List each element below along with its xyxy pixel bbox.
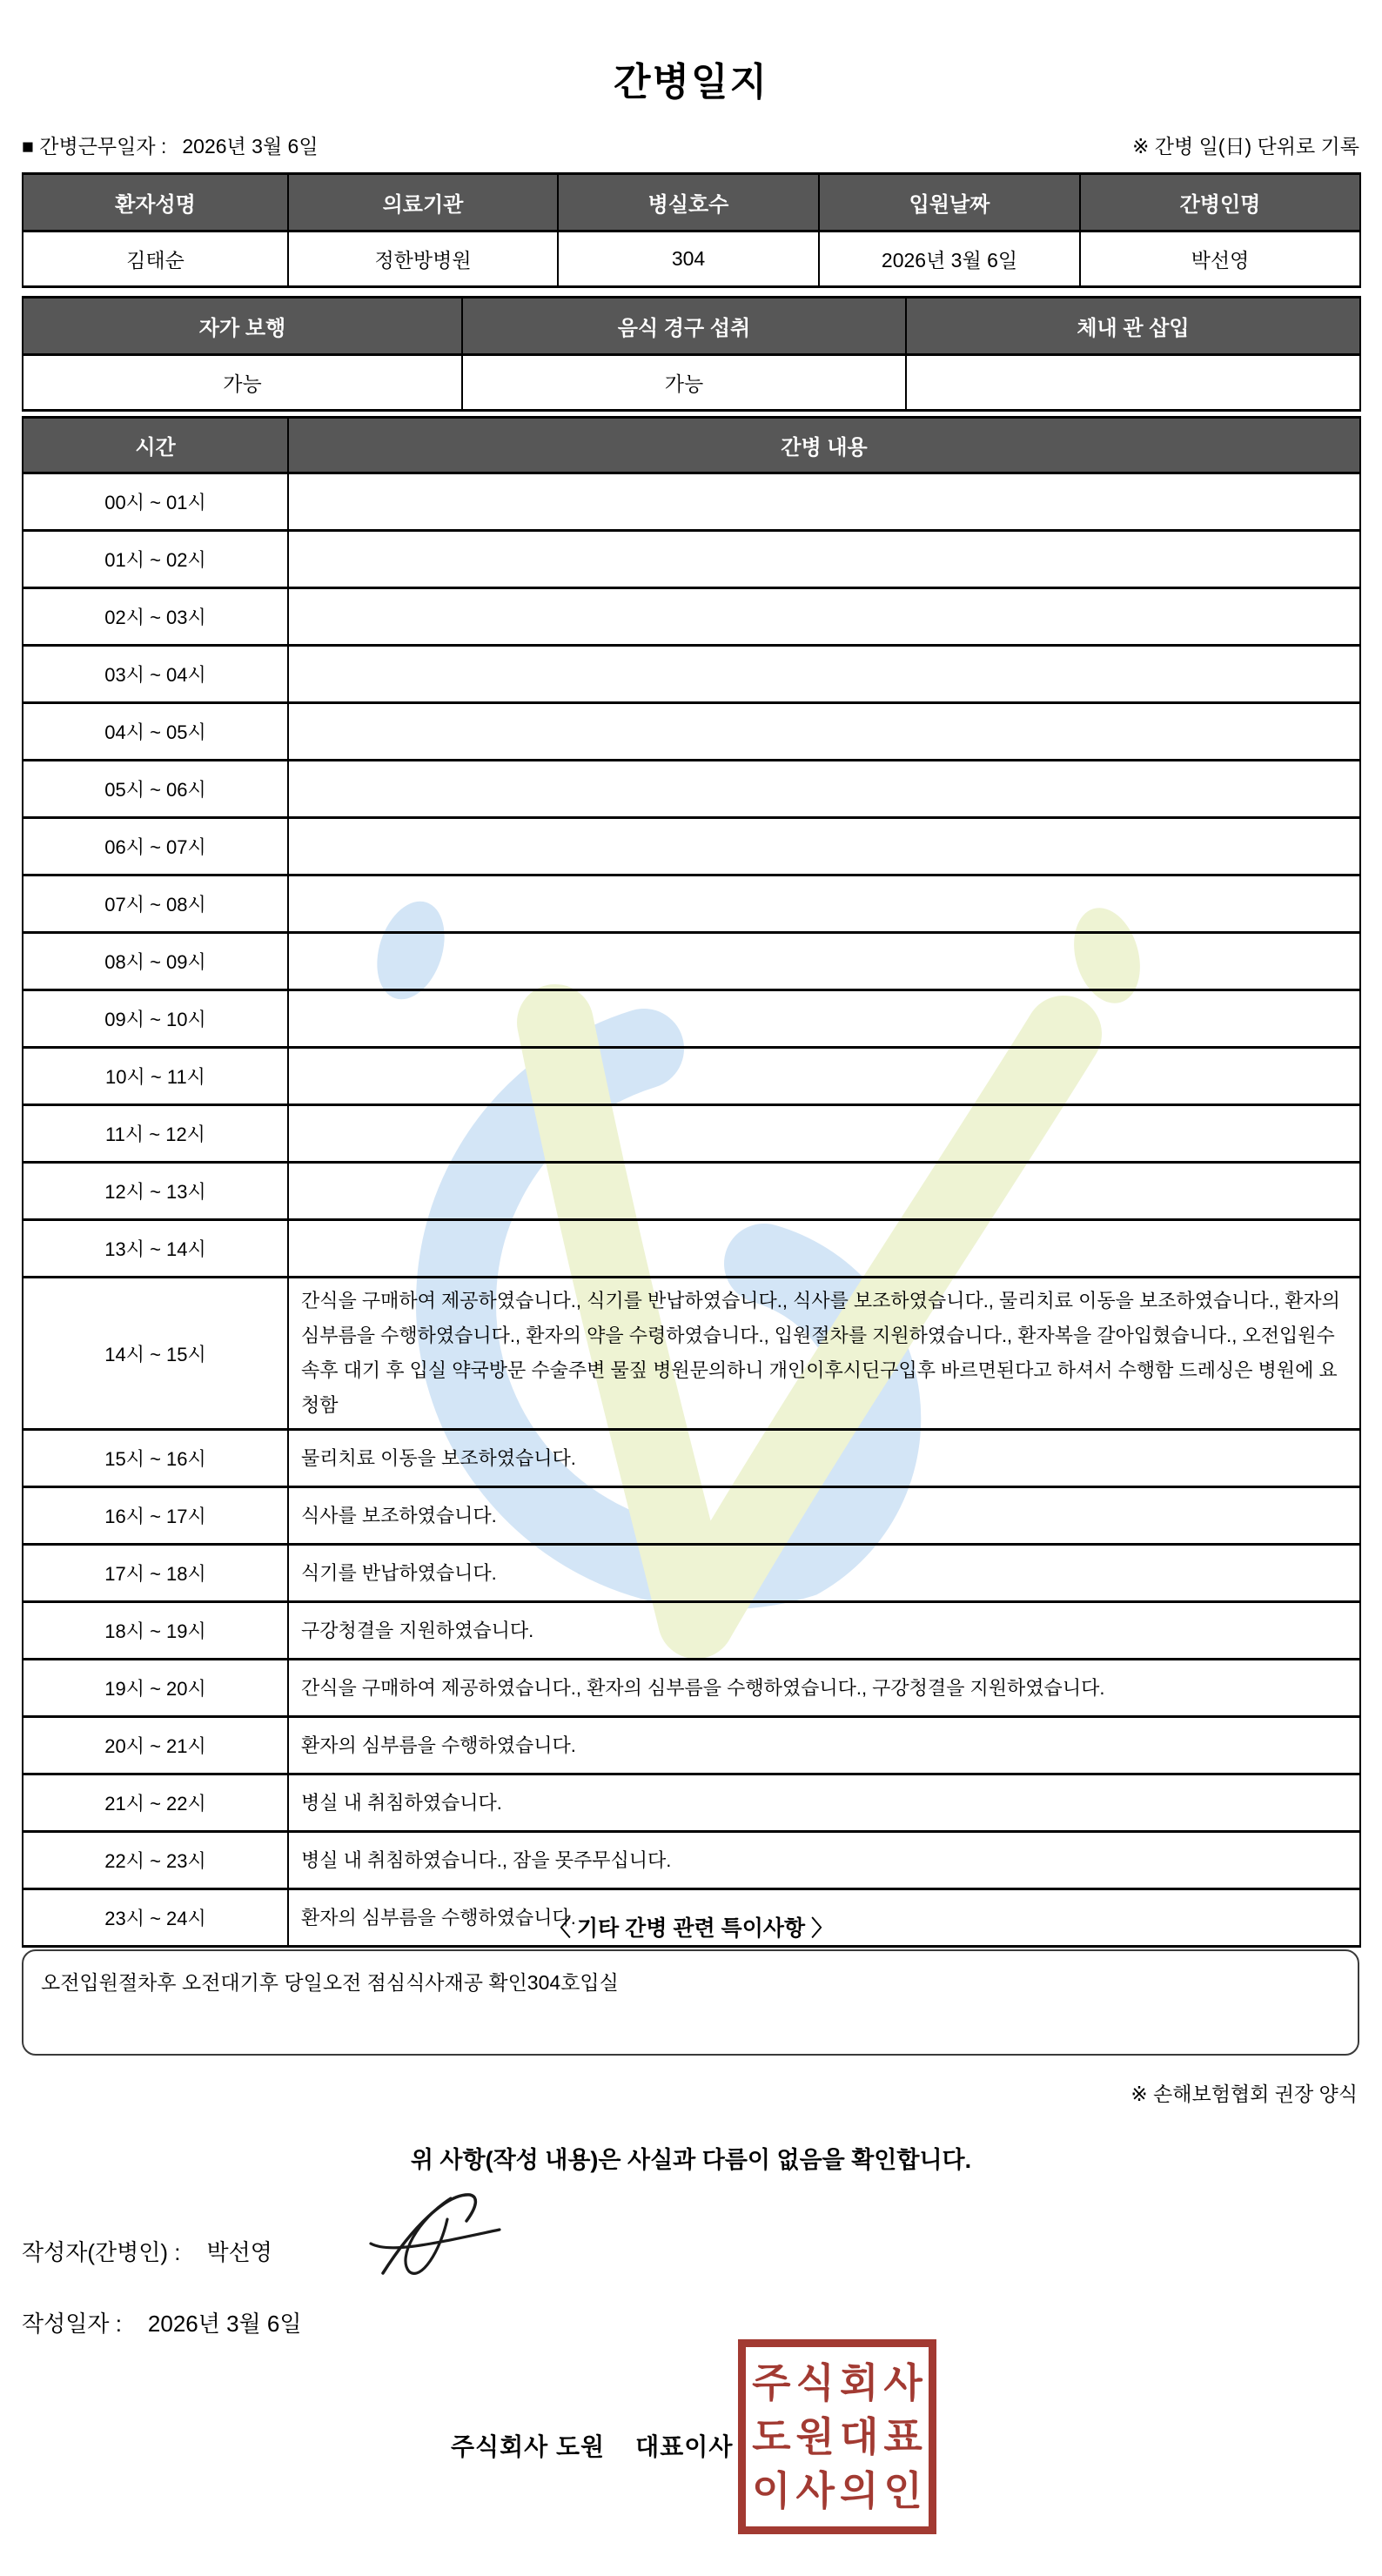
oral-intake-header: 음식 경구 섭취 [462, 298, 906, 355]
confirmation-statement: 위 사항(작성 내용)은 사실과 다름이 없음을 확인합니다. [410, 2147, 972, 2173]
hour-row [23, 818, 1360, 875]
time-column-header: 시간 [23, 418, 288, 473]
patient-info-table [22, 172, 1361, 288]
hour-time-cell: 21시 ~ 22시 [23, 1774, 288, 1832]
unit-note: ※ 간병 일(日) 단위로 기록 [1132, 135, 1359, 158]
meta-row [22, 131, 1359, 159]
care-content-cell [288, 1163, 1360, 1220]
hour-time-cell: 09시 ~ 10시 [23, 990, 288, 1048]
care-content-cell [288, 646, 1360, 703]
tube-insertion-value [906, 355, 1360, 411]
room-header: 병실호수 [558, 174, 819, 231]
hour-time-cell: 20시 ~ 21시 [23, 1717, 288, 1774]
care-content-cell: 식사를 보조하였습니다. [288, 1487, 1360, 1545]
signature-image [364, 2186, 512, 2291]
special-notes-heading: 〈 기타 간병 관련 특이사항 〉 [548, 1916, 834, 1941]
hour-time-cell: 00시 ~ 01시 [23, 473, 288, 531]
hour-row [23, 1487, 1360, 1545]
hour-row [23, 473, 1360, 531]
hour-row [23, 703, 1360, 761]
hospital-header: 의료기관 [288, 174, 558, 231]
hour-time-cell: 17시 ~ 18시 [23, 1545, 288, 1602]
care-content-cell: 병실 내 취침하였습니다. [288, 1774, 1360, 1832]
hour-row [23, 990, 1360, 1048]
hour-row [23, 1105, 1360, 1163]
page-title: 간병일지 [613, 61, 768, 104]
hour-row [23, 1774, 1360, 1832]
written-date-line [22, 2306, 301, 2338]
hour-time-cell: 10시 ~ 11시 [23, 1048, 288, 1105]
hour-time-cell: 13시 ~ 14시 [23, 1220, 288, 1278]
care-content-cell [288, 1220, 1360, 1278]
oral-intake-value: 가능 [462, 355, 906, 411]
hour-time-cell: 04시 ~ 05시 [23, 703, 288, 761]
writer-line [22, 2235, 272, 2267]
hour-row [23, 646, 1360, 703]
insurance-form-note: ※ 손해보험협회 권장 양식 [1130, 2083, 1358, 2105]
care-content-cell [288, 473, 1360, 531]
hour-row [23, 531, 1360, 588]
hour-time-cell: 05시 ~ 06시 [23, 761, 288, 818]
hour-time-cell: 23시 ~ 24시 [23, 1889, 288, 1947]
work-date-label: ■ 간병근무일자 : [22, 135, 167, 158]
care-content-cell: 환자의 심부름을 수행하였습니다. [288, 1717, 1360, 1774]
care-content-cell [288, 875, 1360, 933]
hospital-value: 정한방병원 [288, 231, 558, 287]
hour-row [23, 1832, 1360, 1889]
care-content-cell [288, 1105, 1360, 1163]
care-content-cell: 환자의 심부름을 수행하였습니다. [288, 1889, 1360, 1947]
writer-name: 박선영 [206, 2239, 272, 2265]
hour-row [23, 1048, 1360, 1105]
hour-row [23, 1717, 1360, 1774]
writer-label: 작성자(간병인) : [22, 2239, 181, 2265]
hour-time-cell: 02시 ~ 03시 [23, 588, 288, 646]
self-walking-header: 자가 보행 [23, 298, 462, 355]
care-content-cell [288, 1048, 1360, 1105]
care-content-cell: 간식을 구매하여 제공하였습니다., 식기를 반납하였습니다., 식사를 보조하였습니다., 물리치료 이동을 보조하였습니다., 환자의 심부름을 수행하였습니다., 환자의 약을 수령하였습니다., 입원절차를 지원하였습니다., 환자복을 갈아입혔습니다., 오전입원수속후 대기 후 입실 약국방문 수술주변 물짚 병원문의하니 개인이후시딘구입후 바르면된다고 하셔서 수행함 드레싱은 병원에 요청함 [288, 1278, 1360, 1430]
hour-time-cell: 07시 ~ 08시 [23, 875, 288, 933]
company-ceo-line: 주식회사 도원 대표이사 [451, 2433, 734, 2460]
care-content-cell [288, 818, 1360, 875]
hour-time-cell: 15시 ~ 16시 [23, 1430, 288, 1487]
hour-time-cell: 18시 ~ 19시 [23, 1602, 288, 1660]
patient-name-value: 김태순 [23, 231, 288, 287]
admission-date-header: 입원날짜 [819, 174, 1080, 231]
hour-row [23, 1602, 1360, 1660]
care-content-cell: 식기를 반납하였습니다. [288, 1545, 1360, 1602]
hour-time-cell: 11시 ~ 12시 [23, 1105, 288, 1163]
care-content-cell: 병실 내 취침하였습니다., 잠을 못주무십니다. [288, 1832, 1360, 1889]
special-notes-box: 오전입원절차후 오전대기후 당일오전 점심식사재공 확인304호입실 [22, 1949, 1359, 2056]
hour-time-cell: 16시 ~ 17시 [23, 1487, 288, 1545]
hour-row [23, 933, 1360, 990]
written-date-label: 작성일자 : [22, 2311, 122, 2337]
hour-row [23, 1545, 1360, 1602]
hour-row [23, 1278, 1360, 1430]
patient-status-table [22, 296, 1361, 412]
care-content-cell [288, 531, 1360, 588]
caregiver-value: 박선영 [1080, 231, 1360, 287]
hour-time-cell: 01시 ~ 02시 [23, 531, 288, 588]
seal-line-3: 이사의인 [752, 2468, 928, 2513]
tube-insertion-header: 체내 관 삽입 [906, 298, 1360, 355]
hour-row [23, 761, 1360, 818]
care-content-cell: 물리치료 이동을 보조하였습니다. [288, 1430, 1360, 1487]
hour-time-cell: 12시 ~ 13시 [23, 1163, 288, 1220]
hour-time-cell: 14시 ~ 15시 [23, 1278, 288, 1430]
seal-line-1: 주식회사 [752, 2360, 928, 2405]
care-content-cell [288, 703, 1360, 761]
hour-time-cell: 22시 ~ 23시 [23, 1832, 288, 1889]
hour-row [23, 1660, 1360, 1717]
care-content-cell [288, 933, 1360, 990]
hour-time-cell: 19시 ~ 20시 [23, 1660, 288, 1717]
hour-time-cell: 08시 ~ 09시 [23, 933, 288, 990]
caregiver-header: 간병인명 [1080, 174, 1360, 231]
patient-name-header: 환자성명 [23, 174, 288, 231]
corporate-seal-stamp [738, 2339, 936, 2534]
care-content-cell: 간식을 구매하여 제공하였습니다., 환자의 심부름을 수행하였습니다., 구강청결을 지원하였습니다. [288, 1660, 1360, 1717]
hour-row [23, 875, 1360, 933]
written-date-value: 2026년 3월 6일 [147, 2311, 302, 2337]
seal-line-2: 도원대표 [752, 2414, 928, 2459]
hour-time-cell: 03시 ~ 04시 [23, 646, 288, 703]
hour-time-cell: 06시 ~ 07시 [23, 818, 288, 875]
self-walking-value: 가능 [23, 355, 462, 411]
hour-row [23, 588, 1360, 646]
care-content-cell [288, 990, 1360, 1048]
hourly-care-table [22, 416, 1361, 1948]
hour-row [23, 1163, 1360, 1220]
room-value: 304 [558, 231, 819, 287]
care-content-cell [288, 588, 1360, 646]
hour-row [23, 1430, 1360, 1487]
care-content-cell [288, 761, 1360, 818]
work-date-value: 2026년 3월 6일 [182, 135, 319, 158]
hour-row [23, 1220, 1360, 1278]
admission-date-value: 2026년 3월 6일 [819, 231, 1080, 287]
care-content-column-header: 간병 내용 [288, 418, 1360, 473]
care-content-cell: 구강청결을 지원하였습니다. [288, 1602, 1360, 1660]
hour-rows [23, 473, 1360, 1947]
